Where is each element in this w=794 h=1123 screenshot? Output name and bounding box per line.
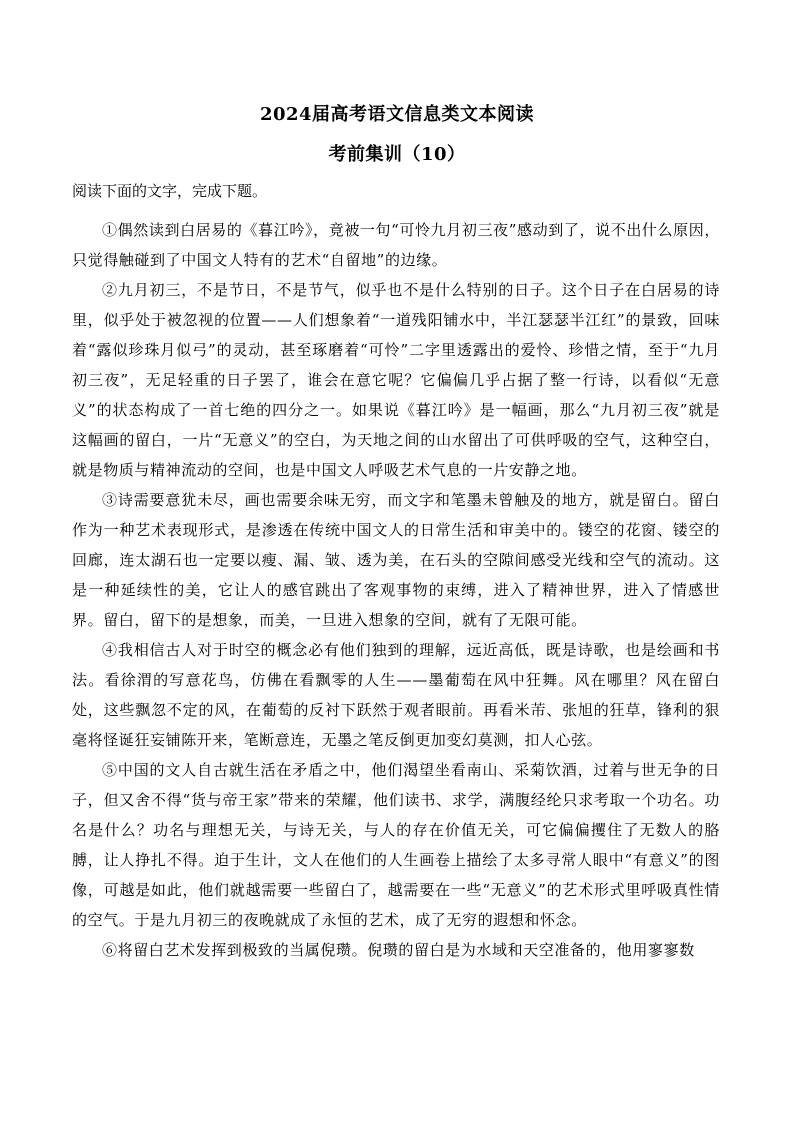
paragraph-6: ⑥将留白艺术发挥到极致的当属倪瓒。倪瓒的留白是为水域和天空准备的，他用寥寥数 (102, 941, 695, 959)
paragraph-1: ①偶然读到白居易的《暮江吟》，竟被一句“可怜九月初三夜”感动到了，说不出什么原因，只觉得触碰到了中国文人特有的艺术“自留地”的边缘。 (72, 221, 720, 269)
document-subtitle: 考前集训（10） (328, 144, 466, 165)
reading-instruction: 阅读下面的文字，完成下题。 (72, 182, 268, 200)
document-title: 2024届高考语文信息类文本阅读 (259, 104, 535, 125)
paragraph-2: ②九月初三，不是节日，不是节气，似乎也不是什么特别的日子。这个日子在白居易的诗里，似乎处于被忽视的位置——人们想象着“一道残阳铺水中，半江瑟瑟半江红”的景致，回味着“露似珍珠月似弓”的灵动，甚至琢磨着“可怜”二字里透露出的爱怜、珍惜之情，至于“九月初三夜”，无足轻重的日子罢了，谁会在意它呢？它偏偏几乎占据了整一行诗，以看似“无意义”的状态构成了一首七绝的四分之一。如果说《暮江吟》是一幅画，那么“九月初三夜”就是这幅画的留白，一片“无意义”的空白，为天地之间的山水留出了可供呼吸的空气，这种空白，就是物质与精神流动的空间，也是中国文人呼吸艺术气息的一片安静之地。 (72, 281, 720, 479)
paragraph-5: ⑤中国的文人自古就生活在矛盾之中，他们渴望坐看南山、采菊饮酒，过着与世无争的日子，但又舍不得“货与帝王家”带来的荣耀，他们读书、求学，满腹经纶只求考取一个功名。功名是什么？功名与理想无关，与诗无关，与人的存在价值无关，可它偏偏攫住了无数人的胳膊，让人挣扎不得。迫于生计，文人在他们的人生画卷上描绘了太多寻常人眼中“有意义”的图像，可越是如此，他们就越需要一些留白了，越需要在一些“无意义”的艺术形式里呼吸真性情的空气。于是九月初三的夜晚就成了永恒的艺术，成了无穷的遐想和怀念。 (72, 761, 720, 929)
paragraph-4: ④我相信古人对于时空的概念必有他们独到的理解，远近高低，既是诗歌，也是绘画和书法。看徐渭的写意花鸟，仿佛在看飘零的人生——墨葡萄在风中狂舞。风在哪里？风在留白处，这些飘忽不定的风，在葡萄的反衬下跃然于观者眼前。再看米芾、张旭的狂草，锋利的狠毫将怪诞狂妄铺陈开来，笔断意连，无墨之笔反倒更加变幻莫测，扣人心弦。 (72, 641, 720, 749)
article-body (72, 215, 720, 965)
paragraph-3: ③诗需要意犹未尽，画也需要余味无穷，而文字和笔墨未曾触及的地方，就是留白。留白作为一种艺术表现形式，是渗透在传统中国文人的日常生活和审美中的。镂空的花窗、镂空的回廊，连太湖石也一定要以瘦、漏、皱、透为美，在石头的空隙间感受光线和空气的流动。这是一种延续性的美，它让人的感官跳出了客观事物的束缚，进入了精神世界，进入了情感世界。留白，留下的是想象，而美，一旦进入想象的空间，就有了无限可能。 (72, 491, 720, 629)
